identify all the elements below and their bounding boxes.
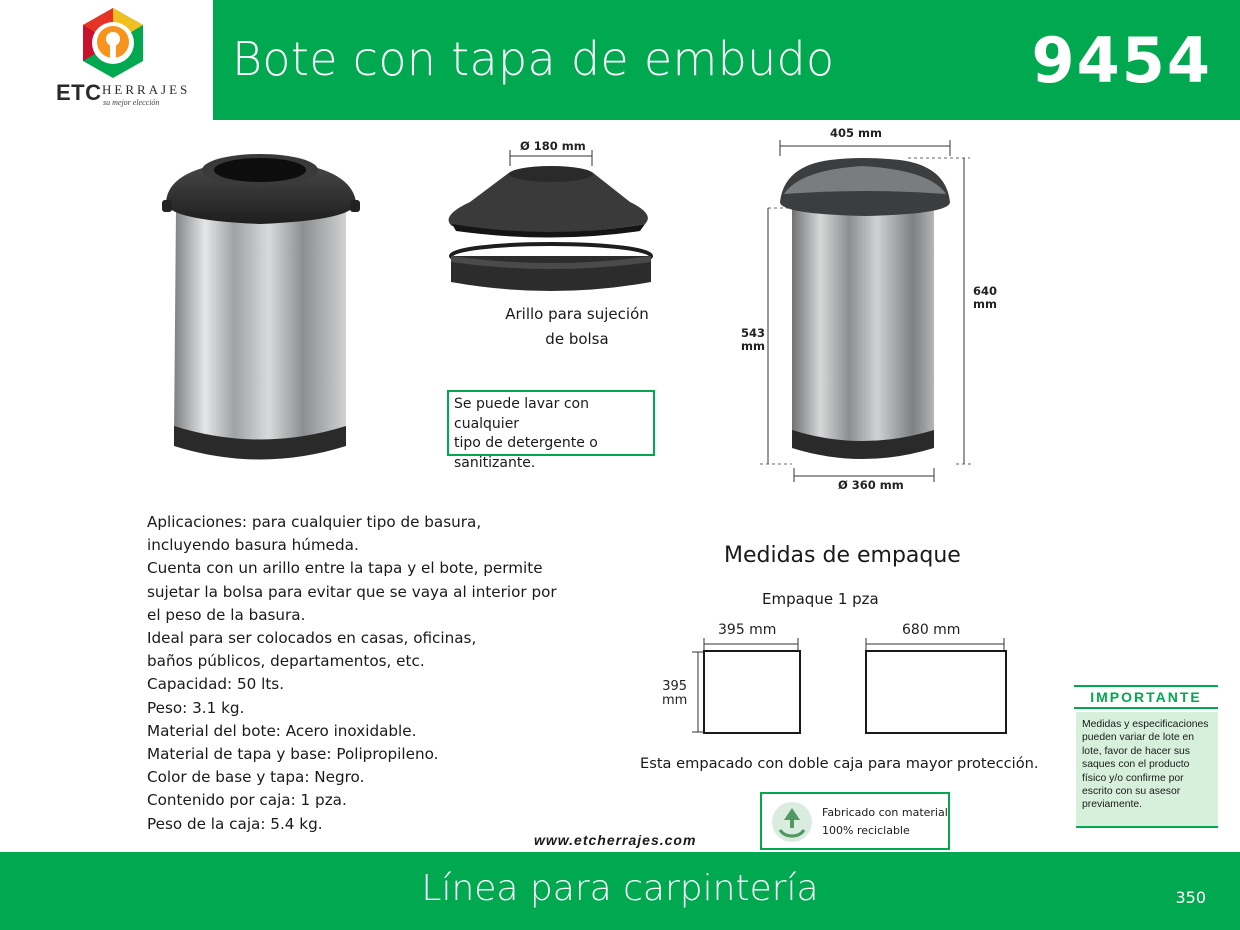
dimension-drawing bbox=[740, 130, 1000, 490]
box2-width-label: 680 mm bbox=[902, 622, 961, 638]
page-number: 350 bbox=[1175, 888, 1206, 907]
lid-diameter-label: Ø 180 mm bbox=[520, 139, 586, 153]
ring-caption bbox=[452, 302, 702, 352]
spec-line: el peso de la basura. bbox=[147, 605, 306, 624]
spec-line: Ideal para ser colocados en casas, oficinas, bbox=[147, 629, 477, 648]
page-title: Bote con tapa de embudo bbox=[232, 32, 835, 86]
spec-line: Material de tapa y base: Polipropileno. bbox=[147, 745, 439, 764]
logo-brand-text: ETC bbox=[56, 80, 102, 105]
wash-note-line1: Se puede lavar con cualquier bbox=[454, 396, 589, 432]
box1-height-unit: mm bbox=[662, 693, 688, 708]
spec-line: Capacidad: 50 lts. bbox=[147, 675, 285, 694]
important-body: Medidas y especificaciones pueden variar de lote en lote, favor de hacer sus saques con el producto físico y/o confirme por escrito con su asesor previamente. bbox=[1076, 712, 1218, 828]
packaging-title: Medidas de empaque bbox=[724, 543, 961, 568]
logo-herrajes-text: HERRAJES bbox=[102, 82, 191, 97]
recycle-line1: Fabricado con material bbox=[822, 806, 948, 819]
website-link[interactable]: www.etcherrajes.com bbox=[534, 832, 697, 848]
package-box-large bbox=[865, 650, 1007, 734]
package-box-small bbox=[703, 650, 801, 734]
product-code: 9454 bbox=[1031, 24, 1212, 97]
footer-title: Línea para carpintería bbox=[421, 868, 819, 909]
spec-line: Peso: 3.1 kg. bbox=[147, 698, 245, 717]
packaging-note: Esta empacado con doble caja para mayor protección. bbox=[640, 755, 1039, 772]
total-height-label bbox=[973, 285, 997, 311]
body-height-label bbox=[741, 327, 765, 353]
spec-line: Aplicaciones: para cualquier tipo de basura, bbox=[147, 513, 482, 531]
box1-width-label: 395 mm bbox=[718, 622, 777, 638]
wash-note-box bbox=[447, 390, 655, 471]
recycle-badge bbox=[760, 792, 950, 850]
box1-height-label bbox=[662, 680, 687, 708]
ring-caption-line2: de bolsa bbox=[545, 330, 609, 348]
recycle-line2: 100% reciclable bbox=[822, 824, 910, 837]
lid-and-ring-image bbox=[440, 136, 666, 306]
body-height-unit: mm bbox=[741, 339, 765, 353]
trash-can-image bbox=[160, 148, 365, 478]
spec-line: Cuenta con un arillo entre la tapa y el bote, permite bbox=[147, 559, 543, 578]
spec-list bbox=[147, 511, 587, 836]
total-height-value: 640 bbox=[973, 284, 998, 298]
wash-note-line2: tipo de detergente o bbox=[454, 435, 598, 451]
top-width-label: 405 mm bbox=[830, 126, 882, 140]
important-heading: IMPORTANTE bbox=[1074, 685, 1218, 709]
total-height-unit: mm bbox=[973, 297, 997, 311]
wash-note-line3: sanitizante. bbox=[454, 454, 536, 471]
spec-line: baños públicos, departamentos, etc. bbox=[147, 652, 425, 671]
recycle-text bbox=[822, 804, 948, 840]
recycle-icon bbox=[770, 800, 814, 844]
spec-line: Color de base y tapa: Negro. bbox=[147, 768, 365, 787]
box1-height-value: 395 bbox=[662, 679, 688, 694]
spec-line: Material del bote: Acero inoxidable. bbox=[147, 721, 417, 740]
spec-line: Contenido por caja: 1 pza. bbox=[147, 791, 347, 810]
spec-line: incluyendo basura húmeda. bbox=[147, 536, 359, 555]
logo-panel bbox=[0, 0, 213, 120]
logo-tagline: su mejor elección bbox=[103, 98, 160, 107]
etc-logo-icon bbox=[80, 6, 146, 80]
base-diameter-label: Ø 360 mm bbox=[838, 478, 904, 492]
packaging-subtitle: Empaque 1 pza bbox=[762, 590, 879, 608]
spec-line: sujetar la bolsa para evitar que se vaya al interior por bbox=[147, 582, 557, 601]
ring-caption-line1: Arillo para sujeción bbox=[505, 305, 649, 323]
spec-line: Peso de la caja: 5.4 kg. bbox=[147, 814, 323, 833]
body-height-value: 543 bbox=[741, 326, 766, 340]
